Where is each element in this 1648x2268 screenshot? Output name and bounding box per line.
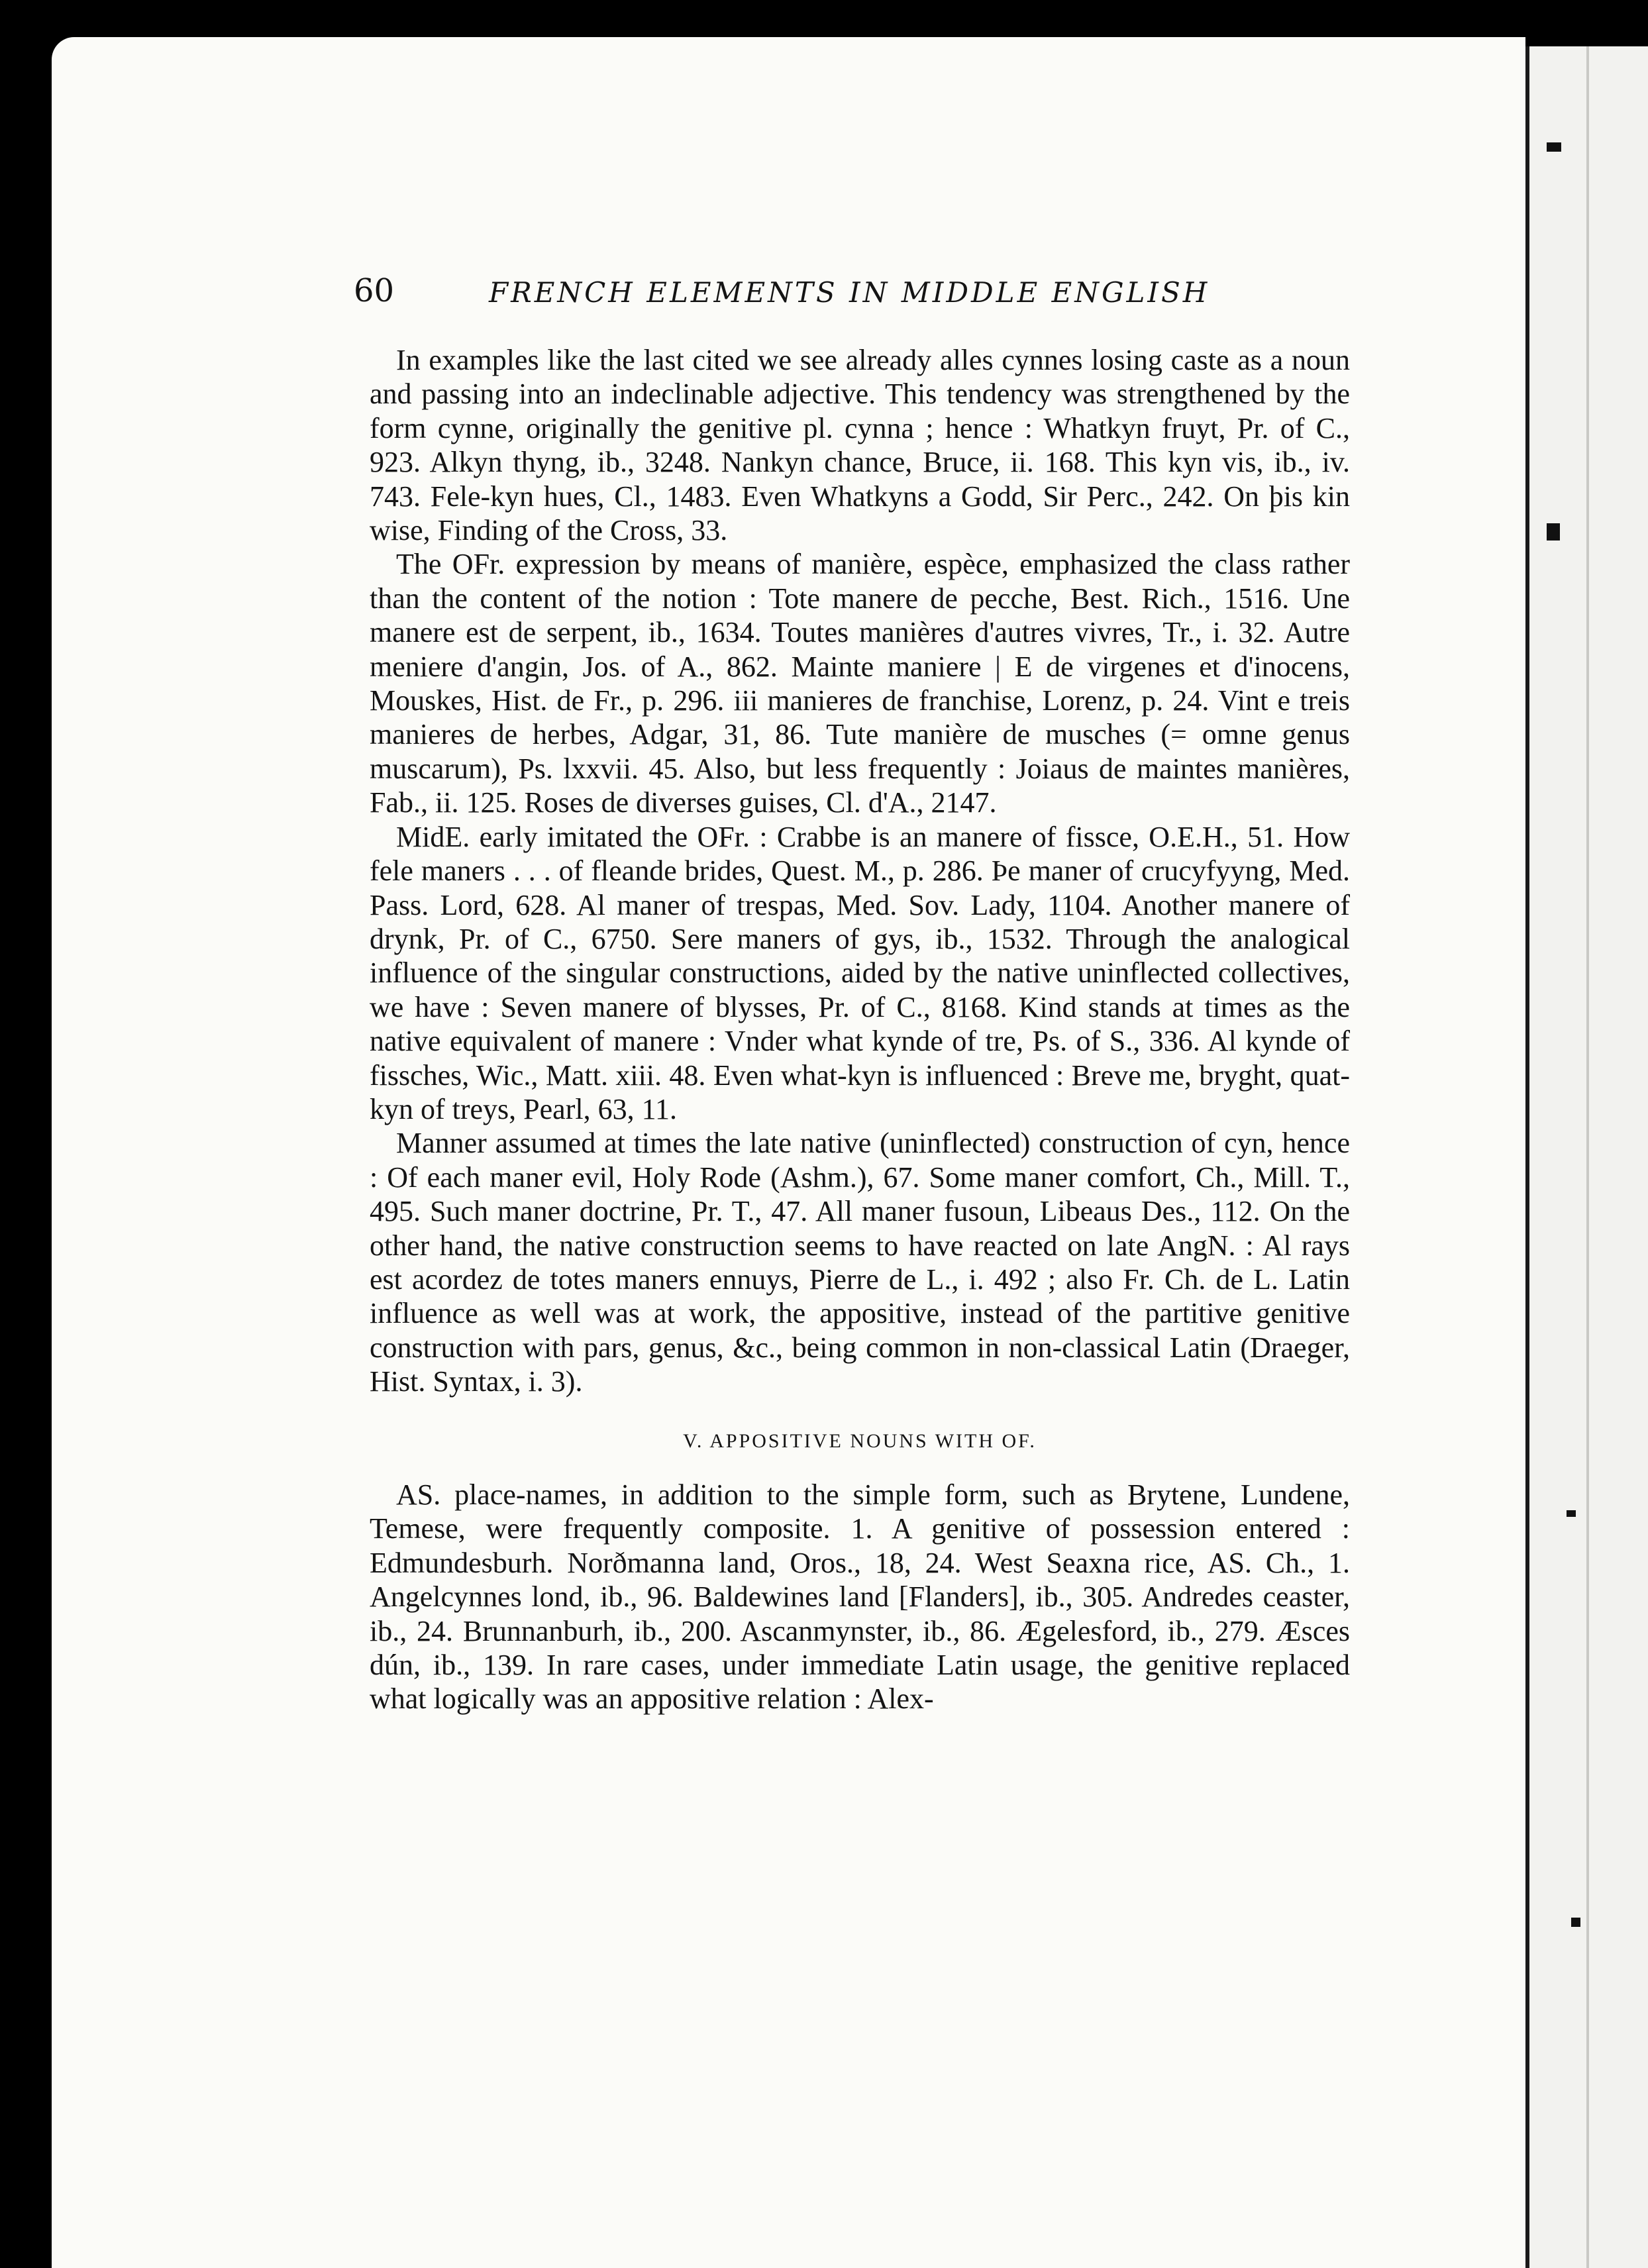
running-title: FRENCH ELEMENTS IN MIDDLE ENGLISH	[489, 276, 1210, 309]
page-gutter	[1525, 46, 1529, 2268]
page-number: 60	[354, 272, 395, 309]
scan-mark	[1567, 1510, 1576, 1517]
page-header	[52, 272, 1525, 319]
paragraph: Manner assumed at times the late native (uninflected) construction of cyn, hence : Of each maner evil, Holy Rode (Ashm.), 67. Some maner comfort, Ch., Mill. T., 495. Such maner doctrine, Pr. T., 47. All maner fusoun, Libeaus Des., 112. On the other hand, the native construction seems to have reacted on late AngN. : Al rays est acordez de totes maners ennuys, Pierre de L., i. 492 ; also Fr. Ch. de L. Latin influence as well was at work, the appositive, instead of the partitive genitive construction with pars, genus, &c., being common in non-classical Latin (Draeger, Hist. Syntax, i. 3).	[370, 1127, 1350, 1398]
paragraph: MidE. early imitated the OFr. : Crabbe is an manere of fissce, O.E.H., 51. How fele maners . . . of fleande brides, Quest. M., p. 286. Þe maner of crucyfyyng, Med. Pass. Lord, 628. Al maner of trespas, Med. Sov. Lady, 1104. Another manere of drynk, Pr. of C., 6750. Sere maners of gys, ib., 1532. Through the analogical influence of the singular constructions, aided by the native uninflected collectives, we have : Seven manere of blysses, Pr. of C., 8168. Kind stands at times as the native equivalent of manere : Vnder what kynde of tre, Ps. of S., 336. Al kynde of fissches, Wic., Matt. xiii. 48. Even what-kyn is influenced : Breve me, bryght, quat-kyn of treys, Pearl, 63, 11.	[370, 820, 1350, 1125]
paragraph: The OFr. expression by means of manière, espèce, emphasized the class rather than the content of the notion : Tote manere de pecche, Best. Rich., 1516. Une manere est de serpent, ib., 1634. Toutes manières d'autres vivres, Tr., i. 32. Autre meniere d'angin, Jos. of A., 862. Mainte maniere | E de virgenes et d'inocens, Mouskes, Hist. de Fr., p. 296. iii manieres de franchise, Lorenz, p. 24. Vint e treis manieres de herbes, Adgar, 31, 86. Tute manière de musches (= omne genus muscarum), Ps. lxxvii. 45. Also, but less frequently : Joiaus de maintes manières, Fab., ii. 125. Roses de diverses guises, Cl. d'A., 2147.	[370, 548, 1350, 819]
section-heading: V. APPOSITIVE NOUNS WITH OF.	[683, 1429, 1037, 1452]
scan-mark	[1547, 523, 1560, 541]
scan-mark	[1547, 142, 1561, 152]
scan-mark	[1571, 1918, 1580, 1927]
paragraph: In examples like the last cited we see already alles cynnes losing caste as a noun and passing into an indeclinable adjective. This tendency was strengthened by the form cynne, originally the genitive pl. cynna ; hence : Whatkyn fruyt, Pr. of C., 923. Alkyn thyng, ib., 3248. Nankyn chance, Bruce, ii. 168. This kyn vis, ib., iv. 743. Fele-kyn hues, Cl., 1483. Even Whatkyns a Godd, Sir Perc., 242. On þis kin wise, Finding of the Cross, 33.	[370, 344, 1350, 547]
paragraph: AS. place-names, in addition to the simple form, such as Brytene, Lundene, Temese, were frequently composite. 1. A genitive of possession entered : Edmundesburh. Norðmanna land, Oros., 18, 24. West Seaxna rice, AS. Ch., 1. Angelcynnes lond, ib., 96. Baldewines land [Flanders], ib., 305. Andredes ceaster, ib., 24. Brunnanburh, ib., 200. Ascanmynster, ib., 86. Ægelesford, ib., 279. Æsces dún, ib., 139. In rare cases, under immediate Latin usage, the genitive replaced what logically was an appositive relation : Alex-	[370, 1478, 1350, 1716]
page-edge-line	[1586, 46, 1589, 2268]
page-body	[370, 343, 1350, 1716]
book-page	[52, 37, 1525, 2268]
